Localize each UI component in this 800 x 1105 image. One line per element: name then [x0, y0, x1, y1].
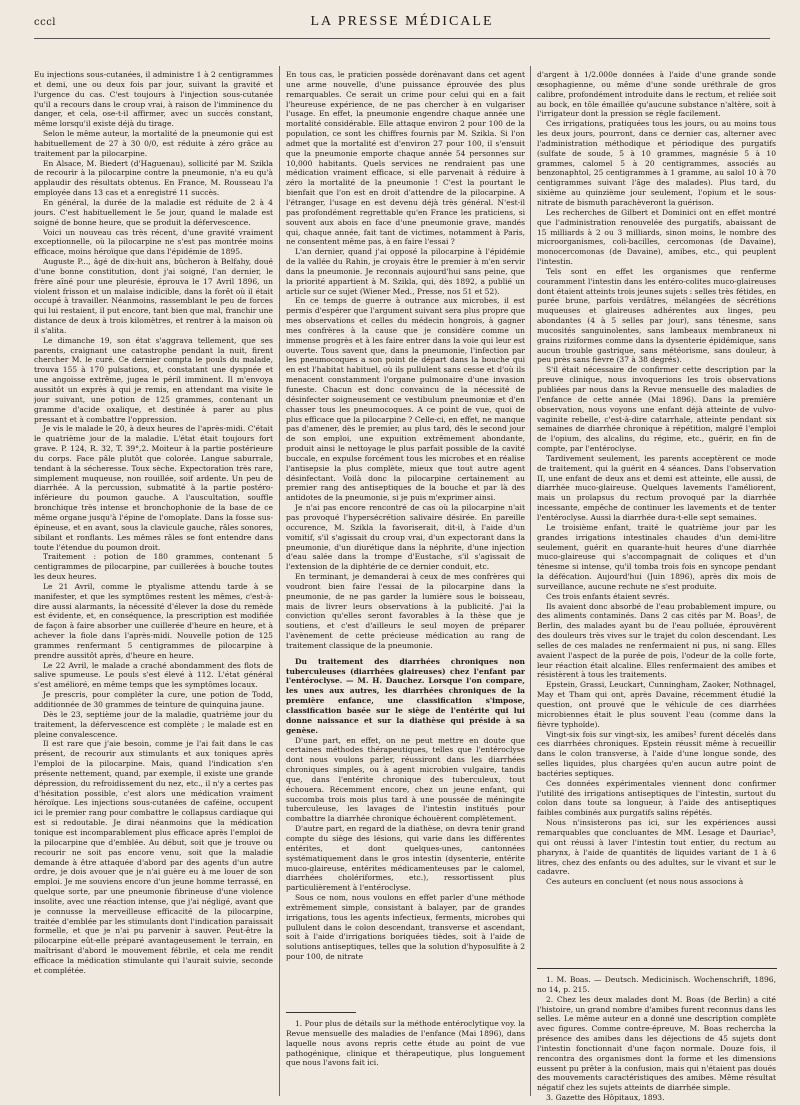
footnotes-column-2: [286, 1012, 525, 1068]
page-header: [34, 14, 770, 34]
paragraph: Ils avaient donc absorbé de l'eau probablement impure, ou des aliments contaminés. Dans 2 cas cités par M. Boas¹, de Berlin, des malades ayant bu de l'eau polluée, éprouvèrent des douleurs très vives sur le trajet du colon descendant. Les selles de ces malades ne renfermaient ni pus, ni sang. Elles avaient l'aspect de la purée de pois, l'odeur de la colle forte, leur réaction était alcaline. Elles renfermaient des amibes et résistèrent à tous les traitements.: [537, 601, 776, 680]
paragraph: Je vis le malade le 20, à deux heures de l'après-midi. C'était le quatrième jour de la maladie. L'état était toujours fort grave. P. 124, R. 32, T. 39°,2. Moiteur à la partie postérieure du corps. Face pâle plutôt que colorée. Langue saburrale, tendant à la sécheresse. Toux sèche. Expectoration très rare, simplement muqueuse, non rouillée, soif ardente. Un peu de diarrhée. A la percussion, submatité à la partie postéro-inférieure du poumon gauche. A l'auscultation, souffle bronchique très intense et bronchophonie de la base de ce même organe jusqu'à l'épine de l'omoplate. Dans la fosse sus-épineuse, et en avant, sous la clavicule gauche, râles sonores, sibilant et ronflants. Les mêmes râles se font entendre dans toute l'étendue du poumon droit.: [34, 424, 273, 552]
paragraph: Il est rare que j'aie besoin, comme je l'ai fait dans le cas présent, de recourir aux stimulants et aux toniques après l'emploi de la pilocarpine. Mais, quand l'indication s'en présente nettement, quand, par exemple, il existe une grande dépression, du refroidissement du nez, etc., il n'y a certes pas d'hésitation possible, c'est alors une médication vraiment héroïque. Les injections sous-cutanées de caféine, occupent ici le premier rang pour combattre le collapsus cardiaque qui est si redoutable. Je dirai néanmoins que la médication tonique est incomparablement plus efficace après l'emploi de la pilocarpine que d'emblée. Au début, soit que je trouve ou recourir ne soit pas encore venu, soit que la maladie demande à être attaquée d'abord par des agents d'un autre ordre, je dois avouer que je n'ai guère eu à me louer de son emploi. Je me souviens encore d'un jeune homme terrassé, en quelque sorte, par une pneumonie fibrineuse d'une violence insolite, avec une réaction intense, que j'ai négligé, avant que je connusse la merveilleuse efficacité de la pilocarpine, traitée d'emblée par les stimulants dont l'indication paraissait formelle, et que je n'ai pu parvenir à sauver. Peut-être la pilocarpine eût-elle préparé avantageusement le terrain, en maîtrisant d'abord le mouvement fébrile, et cela me rendit efficace la médication stimulante qui l'aurait suivie, seconde et complétée.: [34, 739, 273, 975]
paragraph: Voici un nouveau cas très récent, d'une gravité vraiment exceptionnelle, où la pilocarpine ne s'est pas montrée moins efficace, moins héroïque que dans l'épidémie de 1895.: [34, 227, 273, 257]
column-divider: [279, 66, 280, 1096]
footnote: 1. Pour plus de détails sur la méthode entéroclytique voy. la Revue mensuelle des maladies de l'enfance (Mai 1896), dans laquelle nous avons repris cette étude au point de vue pathogénique, clinique et thérapeutique, plus longuement que nous l'avons fait ici.: [286, 1019, 525, 1068]
paragraph: Le 21 Avril, comme le ptyalisme attendu tarde à se manifester, et que les symptômes restent les mêmes, c'est-à-dire aussi alarmants, la nécessité d'élever la dose du remède est évidente, et, en conséquence, la prescription est modifiée de façon à faire absorber une cuillerée d'heure en heure, et à achever la fiole dans l'après-midi. Nouvelle potion de 125 grammes renfermant 5 centigrammes de pilocarpine à prendre aussitôt après, d'heure en heure.: [34, 581, 273, 660]
paragraph: Ces auteurs en concluent (et nous nous associons à: [546, 877, 744, 887]
paragraph: Ces trois enfants étaient sevrés.: [546, 591, 670, 601]
article-heading: Du traitement des diarrhées chroniques non tuberculeuses (diarrhées glaireuses) chez l'enfant par l'entéroclyse. — M. H. Dauchez. Lorsque l'on compare, les unes aux autres, les diarrhées chroniques de la première enfance, une classification s'impose, classification basée sur le siège de l'entérite qui lui donne naissance et sur la diathèse qui préside à sa genèse.: [286, 656, 525, 735]
paragraph: Les recherches de Gilbert et Dominici ont en effet montré que l'administration renouvelée des purgatifs, abaissant de 15 milliards à 2 ou 3 milliards, sinon moins, le nombre des microorganismes, coli-bacilles, cercomonas (de Davaine), monocercomonas (de Davaine), amibes, etc., qui peuplent l'intestin.: [537, 207, 776, 267]
paragraph: Je n'ai pas encore rencontré de cas où la pilocarpine n'ait pas provoqué l'hypersécrétion salivaire désirée. En pareille occurence, M. Szikla la favoriserait, dit-il, à l'aide d'un vomitif, s'il s'agissait du croup vrai, d'un expectorant dans la pneumonie, d'un diurétique dans la néphrite, d'une injection d'eau salée dans la trompe d'Eustache, s'il s'agissait de l'extension de la diphtérie de ce dernier conduit, etc.: [286, 503, 525, 572]
paragraph: Selon le même auteur, la mortalité de la pneumonie qui est habituellement de 27 à 30 0/0, est réduite à zéro grâce au traitement par la pilocarpine.: [34, 129, 273, 158]
footnote: 3. Gazette des Hôpitaux, 1893.: [546, 1093, 665, 1103]
page-number: cccl: [34, 17, 56, 28]
paragraph: D'autre part, en regard de la diathèse, on devra tenir grand compte du siège des lésions, qui varie dans les différentes entérites, et dont quelques-unes, cantonnées systématiquement dans le gros intestin (dysenterie, entérite muco-glaireuse, entérites médicamenteuses par le calomel, diarrhées cholériformes, etc.), ressortissent plus particulièrement à l'entéroclyse.: [286, 824, 525, 893]
paragraph: Le dimanche 19, son état s'aggrava tellement, que ses parents, craignant une catastrophe pendant la nuit, firent chercher M. le curé. Ce dernier compta le pouls du malade, trouva 155 à 170 pulsations, et, constatant une dyspnée et une angoisse extrême, jugea le péril imminent. Il m'envoya aussitôt un exprès à qui je remis, en attendant ma visite le jour suivant, une potion de 125 grammes, contenant un gramme d'acide oxalique, et destinée à parer au plus pressant et à combattre l'oppression.: [34, 335, 273, 424]
paragraph: Le 22 Avril, le malade a craché abondamment des flots de salive spumeuse. Le pouls s'est élevé à 112. L'état général s'est amélioré, en même temps que les symptômes locaux.: [34, 660, 273, 690]
column-3: [537, 70, 776, 945]
paragraph: En tous cas, le praticien possède dorénavant dans cet agent une arme nouvelle, d'une puissance éprouvée des plus remarquables. Ce serait un crime pour celui qui en a fait l'heureuse expérience, de ne pas chercher à en vulgariser l'usage. En effet, la pneumonie engendre chaque année une mortalité considérable. Elle attaque environ 2 pour 100 de la population, ce sont les chiffres fournis par M. Szikla. Si l'on admet que la mortalité est d'environ 27 pour 100, il s'ensuit que la pneumonie emporte chaque année 54 personnes sur 10,000 habitants. Quels services ne rendraient pas une médication vraiment efficace, si elle parvenait à réduire à zéro la mortalité de la pneumonie ! C'est la pourtant le bienfait que l'on est en droit d'attendre de la pilocarpine. A l'étranger, l'usage en est devenu déjà très général. N'est-il pas profondément regrettable qu'en France les praticiens, si souvent aux abois en face d'une pneumonie grave, mandés qui, chaque année, fait tant de victimes, notamment à Paris, ne consentent même pas, à en faire l'essai ?: [286, 70, 525, 247]
column-divider: [530, 66, 531, 1096]
paragraph: Epstein, Grassi, Leuckart, Cunningham, Zaoker, Nothnagel, May et Tham qui ont, après Davaine, récemment étudié la question, ont prouvé que le véhicule de ces diarrhées microbiennes était le plus souvent l'eau (comme dans la fièvre typhoïde).: [537, 680, 776, 729]
paragraph: Eu injections sous-cutanées, il administre 1 à 2 centigrammes et demi, une ou deux fois par jour, suivant la gravité et l'urgence du cas. C'est toujours à l'injection sous-cutanée qu'il a recours dans le croup vrai, à raison de l'imminence du danger, et cela, ose-t-il affirmer, avec un succès constant, même lorsqu'il existe déjà du tirage.: [34, 70, 273, 129]
paragraph: S'il était nécessaire de confirmer cette description par la preuve clinique, nous invoquerions les trois observations publiées par nous dans la Revue mensuelle des maladies de l'enfance de cette année (Mai 1896). Dans la première observation, nous voyons une enfant déjà atteinte de vulvo-vaginite rebelle, c'est-à-dire catarrhale, atteinte pendant six semaines de diarrhée chronique à répétition, malgré l'emploi de l'opium, des alcalins, du régime, etc., guérir, en fin de compte, par l'entéroclyse.: [537, 365, 776, 454]
paragraph: Ces irrigations, pratiquées tous les jours, ou au moins tous les deux jours, pourront, dans ce dernier cas, alterner avec l'administration méthodique et périodique des purgatifs (sulfate de soude, 5 à 10 grammes, magnésie 5 à 10 grammes, calomel 5 à 20 centigrammes, associés au benzonaphtol, 25 centigrammes à 1 gramme, au salol 10 à 70 centigrammes suivant l'âge des malades). Plus tard, du sixième au quinzième jour seulement, l'opium et le sous-nitrate de bismuth parachèveront la guérison.: [537, 119, 776, 207]
paragraph: Le troisième enfant, traité le quatrième jour par les grandes irrigations intestinales chaudes d'un demi-litre seulement, guérit en quarante-huit heures d'une diarrhée muco-glaireuse qui s'accompagnait de coliques et d'un ténesme si intense, qu'il tomba trois fois en syncope pendant la défécation. Aujourd'hui (Juin 1896), après dix mois de surveillance, aucune rechute ne s'est produite.: [537, 522, 776, 591]
paragraph: En général, la durée de la maladie est réduite de 2 à 4 jours. C'est habituellement le 5e jour, quand le malade est soigné de bonne heure, que se produit la défervescence.: [34, 197, 273, 227]
paragraph: Tels sont en effet les organismes que renferme couramment l'intestin dans les entéro-colites muco-glaireuses dont étaient atteints trois jeunes sujets : selles très fétides, en purée brune, parfois verdâtres, mélangées de sécrétions muqueuses et glaireuses adhérentes aux linges, peu abondantes (4 à 5 selles par jour), sans ténesme, sans mucosités sanguinolentes, sans lambeaux membraneux ni grains riziformes comme dans la dysenterie épidémique, sans aucun trouble gastrique, sans météorisme, sans douleur, à peu près sans fièvre (37 à 38 degrés).: [537, 266, 776, 365]
paragraph: Vingt-six fois sur vingt-six, les amibes² furent décelés dans ces diarrhées chroniques. Epstein réussit même à recueillir dans le colon transverse, à l'aide d'une longue sonde, des selles liquides, plus chargées qu'en aucun autre point de bactéries septiques.: [537, 729, 776, 778]
column-2: [286, 70, 525, 1000]
paragraph: En ce temps de guerre à outrance aux microbes, il est permis d'espérer que l'argument suivant sera plus propre que mes observations et celles du médecin hongrois, à gagner mes confrères à la cause que je considère comme un immense progrès et à les faire entrer dans la voie qui leur est ouverte. Tous savent que, dans la pneumonie, l'infection par les pneumocoques a son point de départ dans la bouche qui en est l'habitat habituel, où ils pullulent sans cesse et d'où ils menacent constamment l'organe pulmonaire d'une invasion funeste. Chacun est donc convaincu de la nécessité de désinfecter soigneusement ce vestibulum pneumoniæ et d'en chasser tous les pneumocoques. A ce point de vue, quoi de plus efficace que la pilocarpine ? Celle-ci, en effet, ne manque pas d'amener, dès le premier, au plus tard, dès le second jour de son emploi, une expuition extrêmement abondante, produit ainsi le nettoyage le plus parfait possible de la cavité buccale, en expulse forcément tous les microbes et en réalise l'antisepsie la plus complète, mieux que tout autre agent désinfectant. Voilà donc la pilocarpine certainement au premier rang des antiseptiques de la bouche et par là des antidotes de la pneumonie, si je puis m'exprimer ainsi.: [286, 296, 525, 503]
footnote: 2. Chez les deux malades dont M. Boas (de Berlin) a cité l'histoire, un grand nombre d'amibes furent reconnus dans les selles. Le même auteur en a donné une description complète avec figures. Comme contre-épreuve, M. Boas rechercha la présence des amibes dans les déjections de 45 sujets dont l'intestin fonctionnait d'une façon normale. Douze fois, il rencontra des organismes dont la forme et les dimensions eussent pu prêter à la confusion, mais qui n'étaient pas doués des mouvements caractéristiques des amibes. Même résultat négatif chez les sujets atteints de diarrhée simple.: [537, 994, 776, 1093]
paragraph: Auguste P..., âgé de dix-huit ans, bûcheron à Belfahy, doué d'une bonne constitution, dont j'ai soigné, l'an dernier, le frère aîné pour une pleurésie, éprouva le 17 Avril 1896, un violent frisson et un malaise indicible, dans la forêt où il était occupé à travailler. Néanmoins, rassemblant le peu de forces qui lui restaient, il put encore, tant bien que mal, franchir une distance de deux à trois kilomètres, et rentrer à la maison où il s'alita.: [34, 257, 273, 335]
paragraph: En Alsace, M. Biedert (d'Haguenau), sollicité par M. Szikla de recourir à la pilocarpine contre la pneumonie, n'a eu qu'à applaudir des résultats obtenus. En France, M. Rousseau l'a employée dans 13 cas et a enregistré 11 succès.: [34, 158, 273, 198]
header-rule: [34, 38, 770, 39]
paragraph: Nous n'insisterons pas ici, sur les expériences aussi remarquables que concluantes de MM. Lesage et Dauriac³, qui ont réussi à laver l'intestin tout entier, du rectum au pharynx, à l'aide de quantités de liquides variant de 1 à 6 litres, chez des enfants ou des adultes, sur le vivant et sur le cadavre.: [537, 818, 776, 877]
paragraph: En terminant, je demanderai à ceux de mes confrères qui voudront bien faire l'essai de la pilocarpine dans la pneumonie, de ne pas garder la lumière sous le boisseau, mais de livrer leurs observations à la publicité. J'ai la conviction qu'elles seront favorables à la thèse que je soutiens, et c'est d'ailleurs le seul moyen de préparer l'avènement de cette précieuse médication au rang de traitement classique de la pneumonie.: [286, 572, 525, 650]
paragraph: Je prescris, pour compléter la cure, une potion de Todd, additionnée de 30 grammes de teinture de quinquina jaune.: [34, 690, 273, 709]
footnotes-column-3: [537, 968, 776, 1103]
journal-title: LA PRESSE MÉDICALE: [310, 14, 494, 29]
paragraph: L'an dernier, quand j'ai opposé la pilocarpine à l'épidémie de la vallée du Rahin, je croyais être le premier à m'en servir dans la pneumonie. Je reconnais aujourd'hui sans peine, que la priorité appartient à M. Szikla, qui, dès 1892, a publié un article sur ce sujet (Wiener Med., Presse, nos 51 et 52).: [286, 247, 525, 296]
footnote-rule: [537, 968, 777, 969]
paragraph: Dès le 23, septième jour de la maladie, quatrième jour du traitement, la défervescence est complète ; le malade est en pleine convalescence.: [34, 709, 273, 739]
paragraph: d'argent à 1/2.000e données à l'aide d'une grande sonde œsophagienne, ou même d'une sonde uréthrale de gros calibre, profondément introduite dans le rectum, et reliée soit au bock, en tôle émaillée qu'aucune substance n'altère, soit à l'irrigateur dont la pression se règle facilement.: [537, 70, 776, 119]
footnote-rule: [286, 1012, 356, 1013]
paragraph: Traitement : potion de 180 grammes, contenant 5 centigrammes de pilocarpine, par cuillerées à bouche toutes les deux heures.: [34, 552, 273, 582]
column-1: [34, 70, 273, 1090]
paragraph: D'une part, en effet, on ne peut mettre en doute que certaines méthodes thérapeutiques, telles que l'entéroclyse dont nous voulons parler, réussiront dans les diarrhées chroniques simples, ou à agent microbien vulgaire, tandis que, dans l'entérite chronique des tuberculeux, tout échouera. Récemment encore, chez un jeune enfant, qui succomba trois mois plus tard à une poussée de méningite tuberculeuse, les lavages de l'intestin institués pour combattre la diarrhée chronique échouèrent complètement.: [286, 735, 525, 824]
footnote: 1. M. Boas. — Deutsch. Medicinisch. Wochenschrift, 1896, no 14, p. 215.: [537, 975, 776, 994]
paragraph: Sous ce nom, nous voulons en effet parler d'une méthode extrêmement simple, consistant à balayer, par de grandes irrigations, tous les agents infectieux, ferments, microbes qui pullulent dans le colon descendant, transverse et ascendant, soit à l'aide d'irrigations boriquées tièdes, soit à l'aide de solutions antiseptiques, telles que la solution d'hyposulfite à 2 pour 100, de nitrate: [286, 893, 525, 962]
paragraph: Ces données expérimentales viennent donc confirmer l'utilité des irrigations antiseptiques de l'intestin, surtout du colon dans toute sa longueur, à l'aide des antiseptiques faibles combinés aux purgatifs salins répétés.: [537, 778, 776, 818]
paragraph: Tardivement seulement, les parents acceptèrent ce mode de traitement, qui la guérit en 4 séances. Dans l'observation II, une enfant de deux ans et demi est atteinte, elle aussi, de diarrhée muco-glaireuse. Quelques lavements l'améliorent, mais un prolapsus du rectum provoqué par la diarrhée incessante, empêche de continuer les lavements et de tenter l'entéroclyse. Aussi la diarrhée dura-t-elle sept semaines.: [537, 453, 776, 522]
